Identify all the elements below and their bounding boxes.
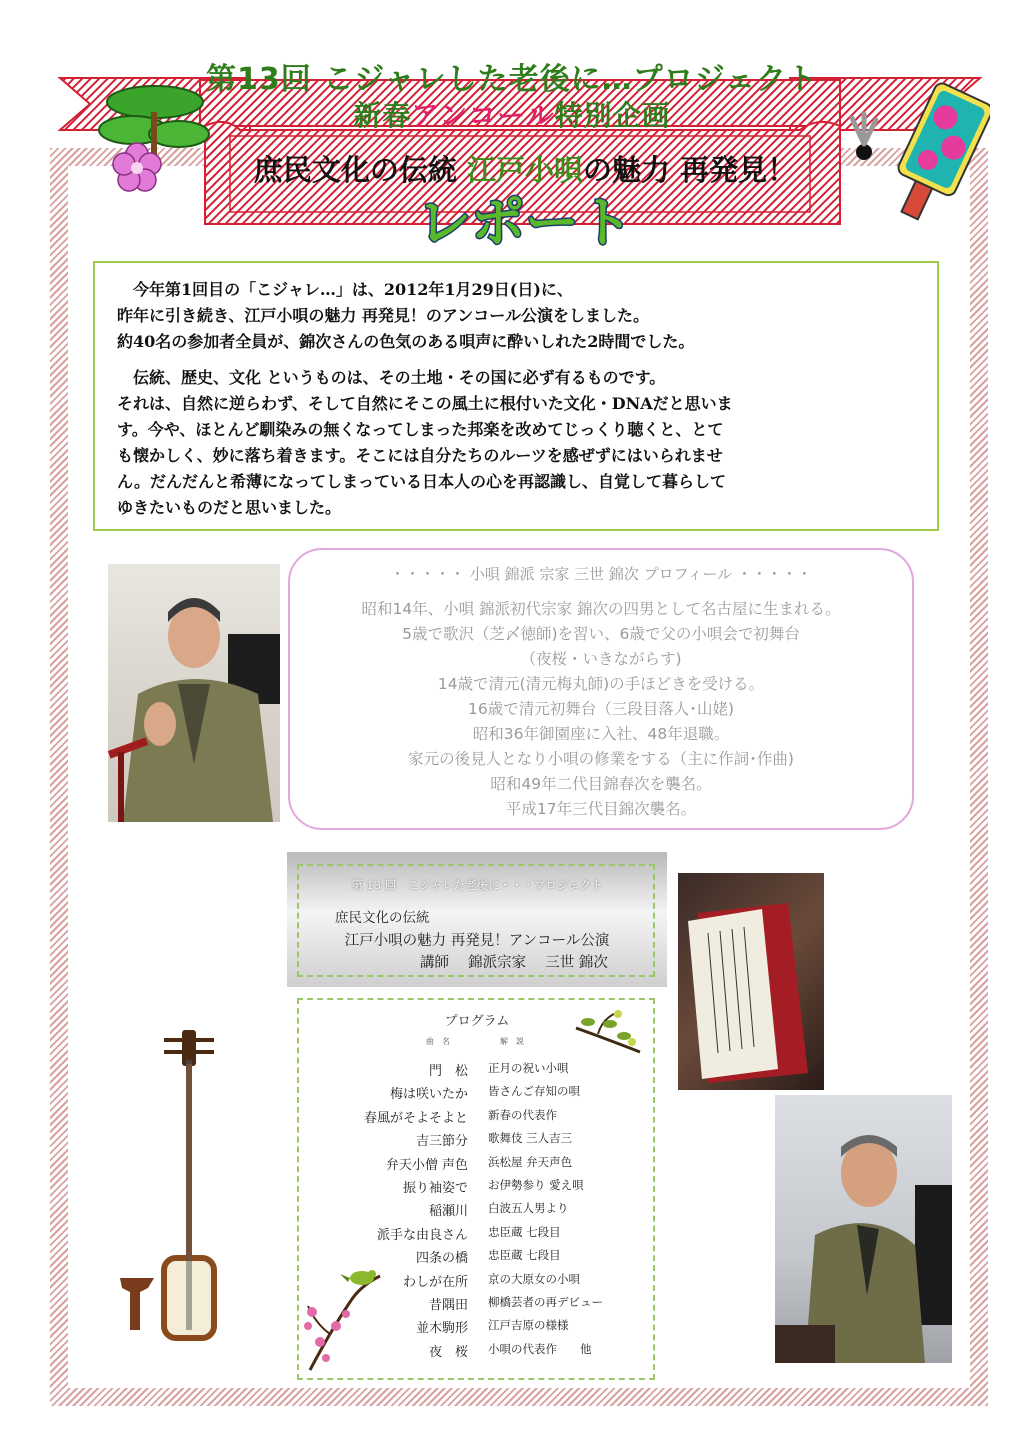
program-col-note: 解 説	[500, 1037, 524, 1046]
program-song-note: 新春の代表作	[488, 1107, 557, 1122]
subtitle-part-3: の魅力 再発見！	[583, 153, 797, 187]
profile-line: （夜桜・いきながらす)	[520, 650, 682, 668]
program-row	[300, 1154, 660, 1176]
profile-line: 16歳で清元初舞台（三段目落人･山姥)	[467, 700, 735, 718]
intro-line: それは、自然に逆らわず、そして自然にそこの風土に根付いた文化・DNAだと思いま	[117, 394, 733, 413]
program-col-song: 曲 名	[426, 1037, 450, 1046]
photo-lyrics-sheet-image	[678, 873, 824, 1090]
program-row	[300, 1083, 660, 1105]
profile-heading: ・・・・・ 小唄 錦派 宗家 三世 錦次 プロフィール ・・・・・	[390, 565, 812, 583]
program-header-line4: 講師 錦派宗家 三世 錦次	[420, 955, 608, 971]
intro-line: す。今や、ほとんど馴染みの無くなってしまった邦楽を改めてじっくり聴くと、とて	[117, 420, 724, 439]
profile-line: 14歳で清元(清元梅丸師)の手ほどきを受ける。	[437, 675, 765, 693]
program-song-note: 江戸吉原の様様	[488, 1318, 569, 1333]
intro-line: 昨年に引き続き、江戸小唄の魅力 再発見！のアンコール公演をしました。	[117, 306, 649, 325]
intro-line: も懐かしく、妙に落ち着きます。そこには自分たちのルーツを感ぜずにはいられませ	[117, 446, 723, 465]
plum-branch-icon	[574, 1008, 644, 1058]
pine-plum-decoration	[95, 72, 215, 202]
profile-line: 家元の後見人となり小唄の修業をする（主に作詞･作曲)	[408, 750, 794, 768]
banner-title: 第13回 こジャレした老後に…プロジェクト	[206, 62, 818, 97]
program-song-note: 京の大原女の小唄	[488, 1271, 580, 1286]
program-song-note: 柳橋芸者の再デビュー	[488, 1295, 603, 1309]
profile-box	[288, 548, 914, 830]
program-song-note: 正月の祝い小唄	[488, 1061, 569, 1075]
program-row	[300, 1130, 660, 1152]
program-row	[300, 1177, 660, 1199]
intro-line: ゆきたいものだと思いました。	[117, 498, 342, 517]
subtitle-part-edo-kouta: 江戸小唄	[466, 153, 583, 187]
banner-subtitle	[205, 148, 845, 189]
program-song-note: 皆さんご存知の唄	[488, 1084, 580, 1099]
program-song-title: わしが在所	[402, 1274, 468, 1290]
program-song-title: 昔隅田	[428, 1298, 468, 1313]
program-song-title: 稲瀬川	[428, 1204, 468, 1220]
profile-line: 平成17年三代目錦次襲名。	[505, 800, 697, 818]
intro-paragraph-1	[117, 277, 915, 355]
hagoita-decoration	[840, 78, 990, 228]
photo-instructor-speaking-image	[108, 564, 280, 822]
profile-line: 5歳で歌沢（芝〆徳師)を習い、6歳で父の小唄会で初舞台	[402, 625, 800, 643]
title-part-special: 特別企画	[554, 99, 671, 132]
program-song-note: 浜松屋 弁天声色	[488, 1154, 573, 1169]
profile-line: 昭和14年、小唄 錦派初代宗家 錦次の四男として名古屋に生まれる。	[361, 600, 841, 618]
program-song-title: 派手な由良さん	[376, 1227, 468, 1243]
program-song-note: 忠臣蔵 七段目	[488, 1224, 561, 1239]
program-song-title: 振り袖姿で	[402, 1181, 468, 1196]
intro-line: ん。だんだんと希薄になってしまっている日本人の心を再認識し、自覚して暮らして	[117, 472, 726, 491]
program-song-title: 春風がそよそよと	[363, 1110, 468, 1126]
program-song-note: 忠臣蔵 七段目	[488, 1248, 561, 1263]
program-song-title: 弁天小僧 声色	[385, 1157, 468, 1173]
intro-line: 約40名の参加者全員が、錦次さんの色気のある唄声に酔いしれた2時間でした。	[117, 332, 695, 351]
title-part-encore: アンコール	[411, 99, 555, 132]
photo-instructor-speaking	[108, 564, 280, 822]
photo-instructor-singing-image	[775, 1095, 952, 1363]
program-row	[300, 1107, 660, 1129]
program-song-note: 小唄の代表作 他	[488, 1341, 592, 1356]
photo-instructor-singing	[775, 1095, 952, 1363]
profile-line: 昭和49年二代目錦春次を襲名。	[490, 775, 712, 793]
program-song-title: 四条の橋	[415, 1251, 468, 1267]
program-row	[300, 1060, 660, 1082]
title-part-new-year: 新春	[353, 99, 412, 132]
program-song-title: 梅は咲いたか	[389, 1087, 468, 1103]
intro-line: 伝統、歴史、文化 というものは、その土地・その国に必ず有るものです。	[117, 368, 666, 387]
report-logo-text: レポート	[417, 191, 633, 251]
profile-line: 昭和36年御園座に入社、48年退職。	[472, 725, 730, 743]
photo-lyrics-sheet	[678, 873, 824, 1090]
program-song-note: 歌舞伎 三人吉三	[488, 1131, 573, 1146]
program-header-line1: 第 13 回 こジャレた老後に・・・プロジェクト	[351, 878, 603, 892]
program-row	[300, 1200, 660, 1222]
program-title: プログラム	[444, 1014, 510, 1029]
program-song-note: お伊勢参り 愛え唄	[488, 1178, 584, 1192]
program-song-title: 夜 桜	[428, 1344, 468, 1360]
program-song-title: 門 松	[428, 1064, 468, 1079]
program-row	[300, 1224, 660, 1246]
subtitle-part-1: 庶民文化の伝統	[253, 153, 467, 187]
intro-line: 今年第1回目の「こジャレ…」は、2012年1月29日(日)に、	[117, 280, 573, 299]
program-song-note: 白波五人男より	[488, 1201, 569, 1216]
shamisen-illustration	[112, 1030, 232, 1350]
program-header-line3: 江戸小唄の魅力 再発見！アンコール公演	[344, 933, 610, 949]
program-song-title: 吉三節分	[415, 1134, 468, 1150]
program-header-line2: 庶民文化の伝統	[335, 910, 430, 926]
bird-plum-blossom-icon	[300, 1262, 390, 1372]
program-song-title: 並木駒形	[415, 1321, 468, 1337]
intro-paragraph-2	[117, 365, 915, 521]
report-logo	[405, 185, 645, 251]
intro-text-box	[93, 261, 939, 531]
